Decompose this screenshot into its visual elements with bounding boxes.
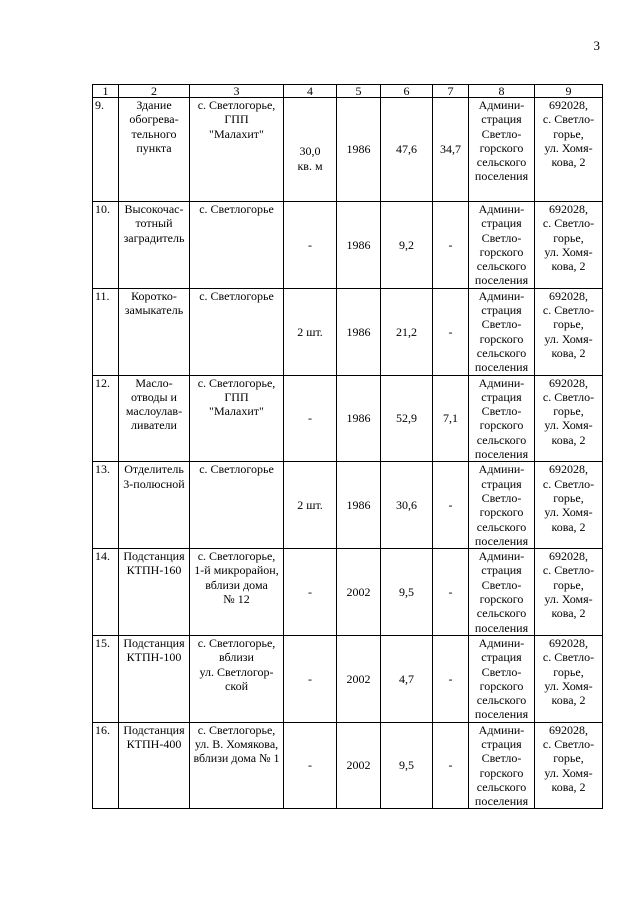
- depreciation-value: -: [433, 722, 469, 809]
- object-quantity: 30,0 кв. м: [284, 98, 337, 202]
- book-value: 9,5: [381, 549, 433, 636]
- table-row: [93, 288, 603, 375]
- object-location: с. Светлогорье: [190, 462, 284, 549]
- table-row: [93, 202, 603, 289]
- column-header: 9: [535, 85, 603, 98]
- year-built: 2002: [337, 549, 381, 636]
- row-number: 10.: [93, 202, 119, 289]
- row-number: 15.: [93, 635, 119, 722]
- table-row: [93, 722, 603, 809]
- column-header: 1: [93, 85, 119, 98]
- year-built: 2002: [337, 722, 381, 809]
- row-number: 9.: [93, 98, 119, 202]
- table-row: [93, 462, 603, 549]
- object-location: с. Светлогорье: [190, 202, 284, 289]
- object-name: Коротко- замыкатель: [119, 288, 190, 375]
- column-header: 7: [433, 85, 469, 98]
- object-name: Подстанция КТПН-100: [119, 635, 190, 722]
- book-value: 52,9: [381, 375, 433, 462]
- book-value: 9,5: [381, 722, 433, 809]
- book-value: 9,2: [381, 202, 433, 289]
- property-register-table: [92, 84, 603, 809]
- column-number-row: [93, 85, 603, 98]
- holder-address: 692028, с. Светло- горье, ул. Хомя- кова, 2: [535, 635, 603, 722]
- column-header: 3: [190, 85, 284, 98]
- row-number: 13.: [93, 462, 119, 549]
- year-built: 1986: [337, 375, 381, 462]
- column-header: 5: [337, 85, 381, 98]
- object-quantity: -: [284, 375, 337, 462]
- book-value: 21,2: [381, 288, 433, 375]
- year-built: 1986: [337, 202, 381, 289]
- object-name: Подстанция КТПН-160: [119, 549, 190, 636]
- object-name: Здание обогрева- тельного пункта: [119, 98, 190, 202]
- book-value: 47,6: [381, 98, 433, 202]
- object-location: с. Светлогорье, ГПП "Малахит": [190, 98, 284, 202]
- holder-address: 692028, с. Светло- горье, ул. Хомя- кова, 2: [535, 722, 603, 809]
- holder-address: 692028, с. Светло- горье, ул. Хомя- кова, 2: [535, 202, 603, 289]
- depreciation-value: 34,7: [433, 98, 469, 202]
- year-built: 1986: [337, 98, 381, 202]
- right-holder: Админи- страция Светло- горского сельского поселения: [469, 98, 535, 202]
- holder-address: 692028, с. Светло- горье, ул. Хомя- кова, 2: [535, 549, 603, 636]
- object-location: с. Светлогорье, ул. В. Хомякова, вблизи дома № 1: [190, 722, 284, 809]
- depreciation-value: -: [433, 288, 469, 375]
- object-name: Масло- отводы и маслоулав- ливатели: [119, 375, 190, 462]
- column-header: 8: [469, 85, 535, 98]
- book-value: 4,7: [381, 635, 433, 722]
- object-location: с. Светлогорье: [190, 288, 284, 375]
- right-holder: Админи- страция Светло- горского сельского поселения: [469, 288, 535, 375]
- year-built: 2002: [337, 635, 381, 722]
- right-holder: Админи- страция Светло- горского сельского поселения: [469, 722, 535, 809]
- row-number: 11.: [93, 288, 119, 375]
- table-row: [93, 635, 603, 722]
- depreciation-value: -: [433, 202, 469, 289]
- row-number: 12.: [93, 375, 119, 462]
- book-value: 30,6: [381, 462, 433, 549]
- object-quantity: 2 шт.: [284, 462, 337, 549]
- right-holder: Админи- страция Светло- горского сельского поселения: [469, 375, 535, 462]
- object-location: с. Светлогорье, 1-й микрорайон, вблизи дома № 12: [190, 549, 284, 636]
- table-row: [93, 375, 603, 462]
- column-header: 4: [284, 85, 337, 98]
- object-name: Подстанция КТПН-400: [119, 722, 190, 809]
- column-header: 2: [119, 85, 190, 98]
- row-number: 16.: [93, 722, 119, 809]
- holder-address: 692028, с. Светло- горье, ул. Хомя- кова, 2: [535, 462, 603, 549]
- year-built: 1986: [337, 288, 381, 375]
- object-quantity: -: [284, 549, 337, 636]
- page-number: 3: [593, 38, 600, 53]
- holder-address: 692028, с. Светло- горье, ул. Хомя- кова, 2: [535, 98, 603, 202]
- column-header: 6: [381, 85, 433, 98]
- right-holder: Админи- страция Светло- горского сельского поселения: [469, 635, 535, 722]
- object-location: с. Светлогорье, ГПП "Малахит": [190, 375, 284, 462]
- right-holder: Админи- страция Светло- горского сельского поселения: [469, 202, 535, 289]
- object-quantity: -: [284, 202, 337, 289]
- object-quantity: -: [284, 635, 337, 722]
- depreciation-value: -: [433, 549, 469, 636]
- holder-address: 692028, с. Светло- горье, ул. Хомя- кова, 2: [535, 375, 603, 462]
- depreciation-value: -: [433, 462, 469, 549]
- table-row: [93, 549, 603, 636]
- depreciation-value: 7,1: [433, 375, 469, 462]
- object-location: с. Светлогорье, вблизи ул. Светлогор- ской: [190, 635, 284, 722]
- object-quantity: 2 шт.: [284, 288, 337, 375]
- row-number: 14.: [93, 549, 119, 636]
- object-quantity: -: [284, 722, 337, 809]
- depreciation-value: -: [433, 635, 469, 722]
- object-name: Отделитель 3-полюсной: [119, 462, 190, 549]
- year-built: 1986: [337, 462, 381, 549]
- holder-address: 692028, с. Светло- горье, ул. Хомя- кова, 2: [535, 288, 603, 375]
- table-row: [93, 98, 603, 202]
- right-holder: Админи- страция Светло- горского сельского поселения: [469, 549, 535, 636]
- object-name: Высокочас- тотный заградитель: [119, 202, 190, 289]
- right-holder: Админи- страция Светло- горского сельского поселения: [469, 462, 535, 549]
